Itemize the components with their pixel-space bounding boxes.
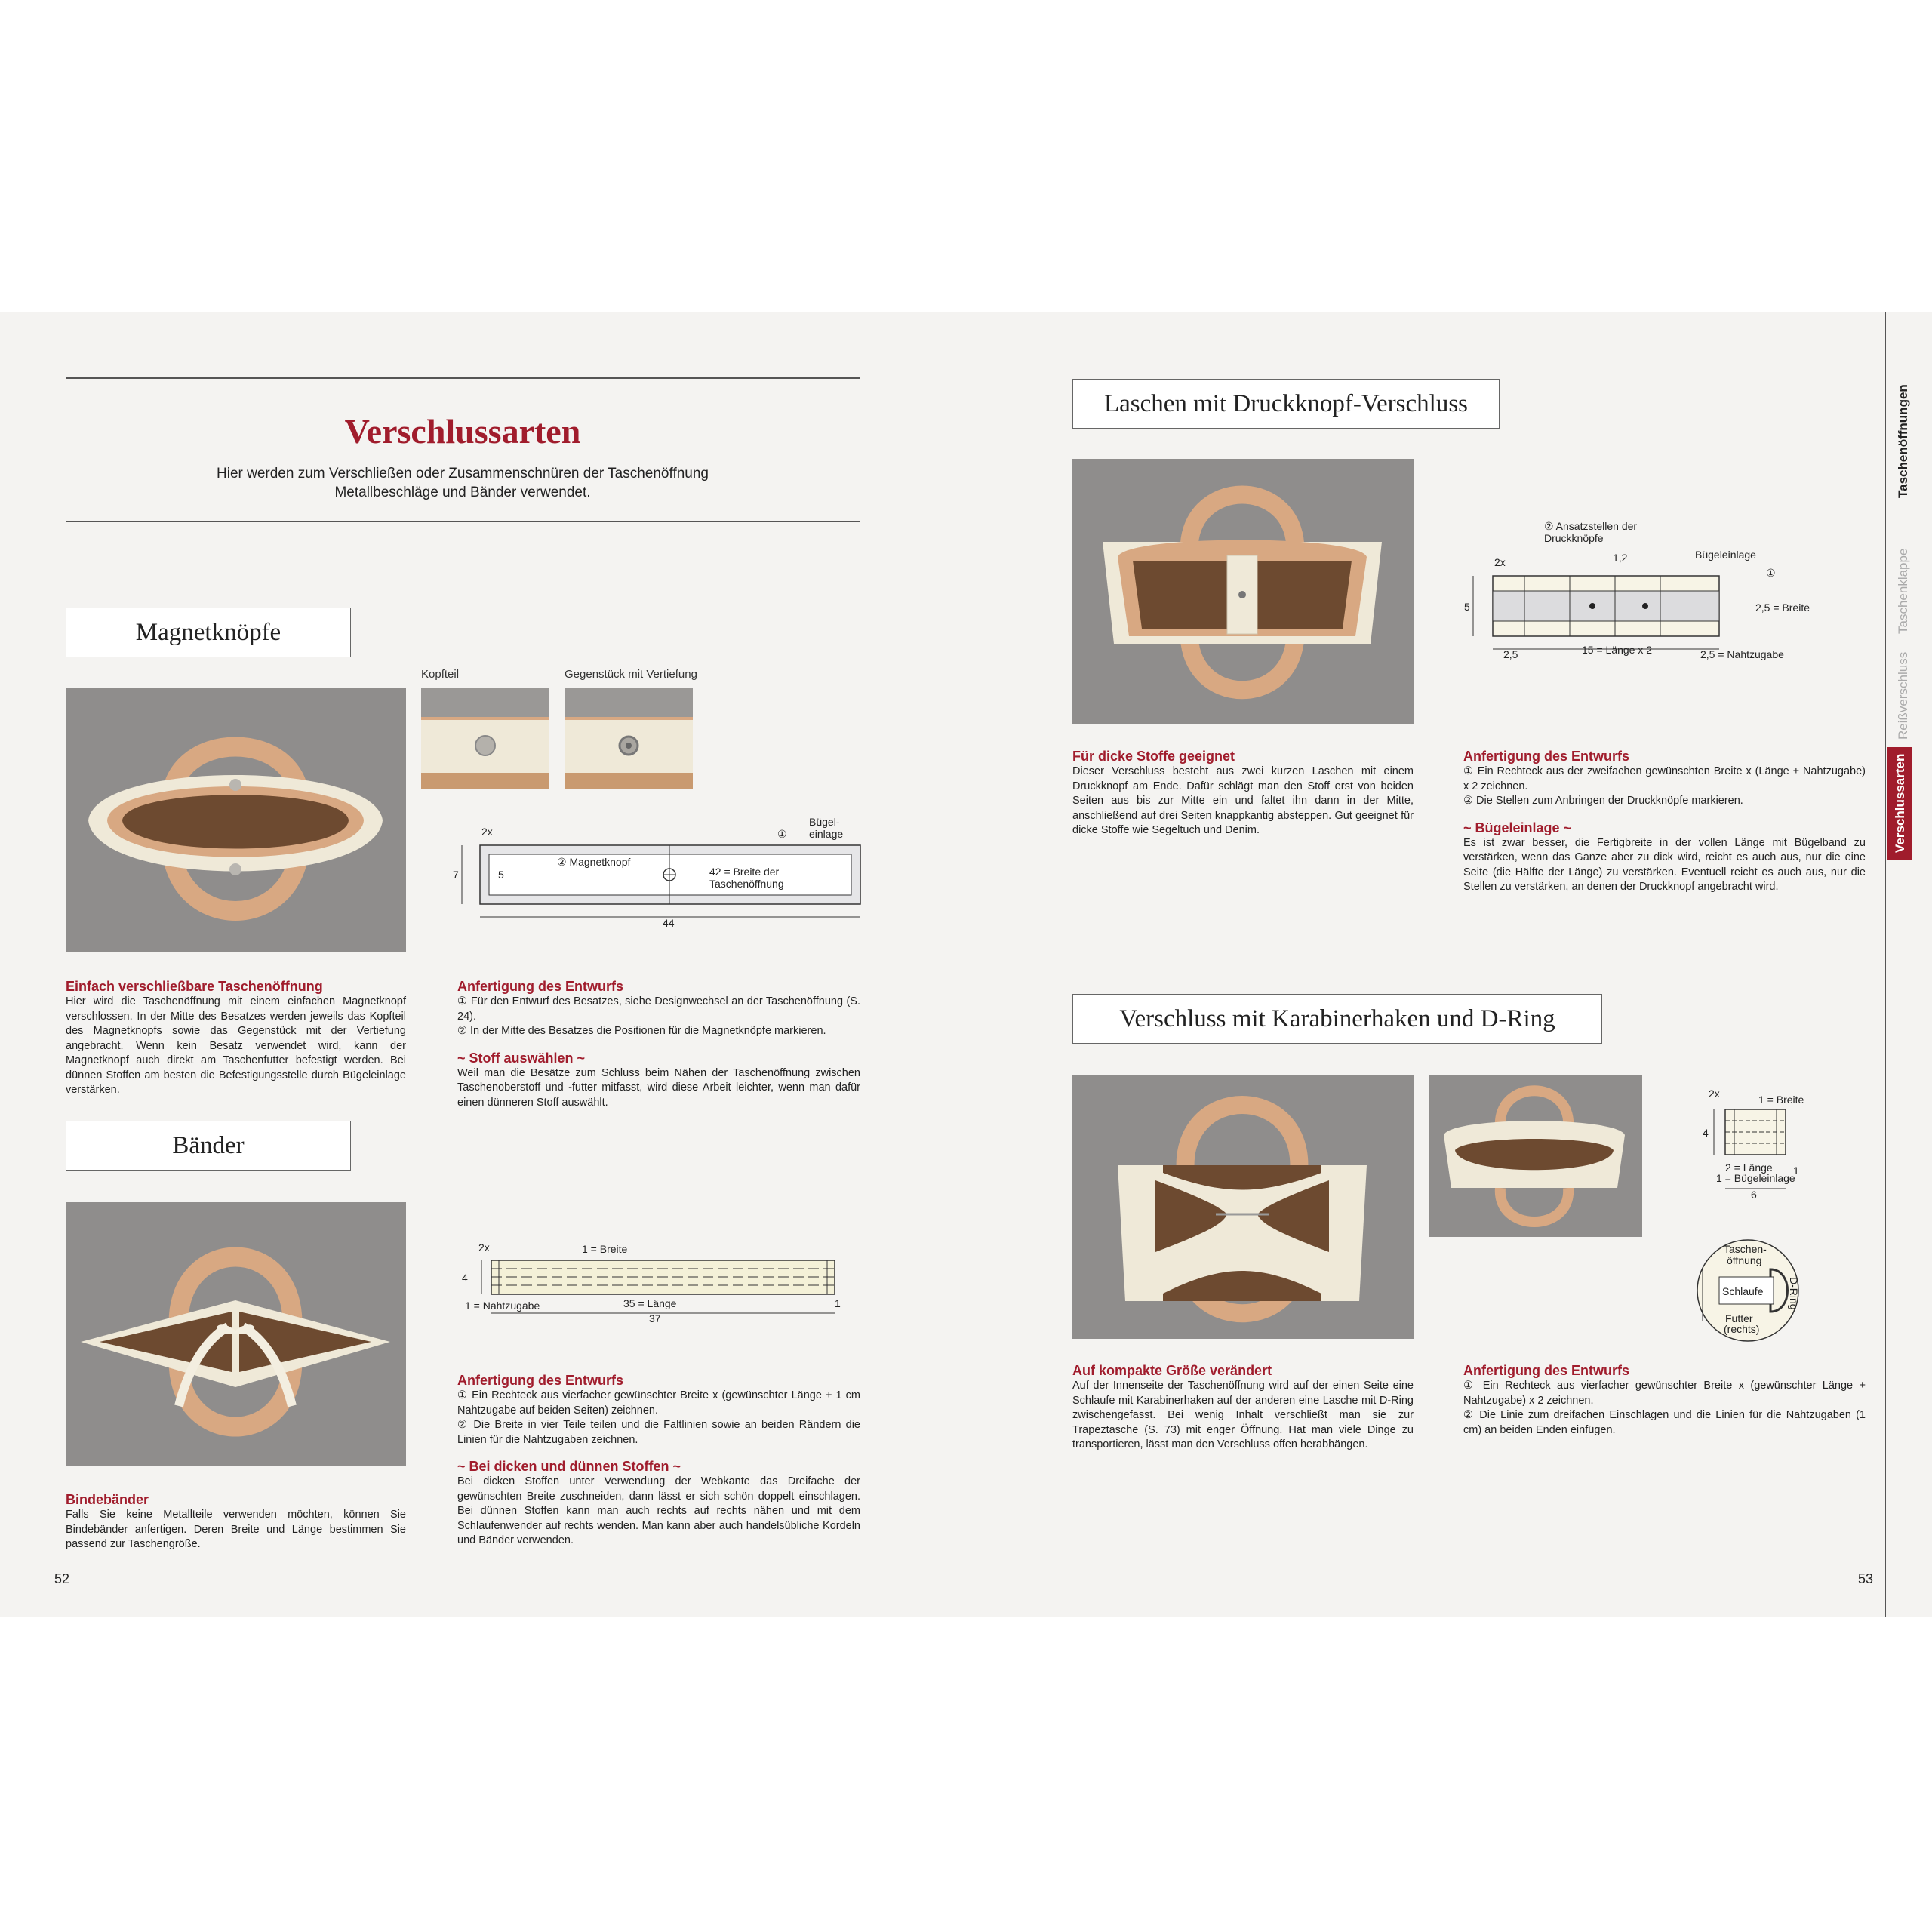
gegenstueck-photo (565, 688, 693, 789)
side-tab-taschenklappe[interactable]: Taschenklappe (1896, 548, 1910, 634)
laschen-ansatz-1: ② Ansatzstellen der (1544, 520, 1638, 532)
karabiner-sub1-title: Auf kompakte Größe verändert (1072, 1363, 1272, 1378)
dring-futter-1: Futter (1725, 1312, 1753, 1324)
caption-kopfteil: Kopfteil (421, 668, 460, 681)
laschen-onetwo: 1,2 (1613, 552, 1628, 564)
baender-count: 2x (478, 1241, 490, 1254)
side-tab-reissverschluss[interactable]: Reißverschluss (1896, 651, 1910, 740)
magnet-bag-photo (66, 688, 406, 952)
laschen-bag-photo (1072, 459, 1414, 724)
magnet-label: ② Magnetknopf (557, 856, 631, 868)
section-heading-karabiner: Verschluss mit Karabinerhaken und D-Ring (1072, 994, 1602, 1044)
baender-pattern-diagram (457, 1238, 850, 1328)
baender-sub1 (66, 1491, 406, 1552)
karabiner-sub2-title: Anfertigung des Entwurfs (1463, 1363, 1629, 1378)
caption-gegenstueck: Gegenstück mit Vertiefung (565, 668, 697, 681)
magnet-sub1-title: Einfach verschließbare Taschenöffnung (66, 979, 323, 994)
breite-label-1: 42 = Breite der (709, 866, 780, 878)
section-heading-baender: Bänder (66, 1121, 351, 1171)
buegel-label-2: einlage (809, 828, 844, 840)
page-intro: Hier werden zum Verschließen oder Zusammenschnüren der Taschenöffnung Metallbeschläge und Bänder verwendet. (217, 466, 709, 500)
section-heading-magnetknoepfe: Magnetknöpfe (66, 608, 351, 657)
laschen-sub1-text: Dieser Verschluss besteht aus zwei kurzen Laschen mit einem Druckknopf am Ende. Dafür schlägt man den Stoff erst von beiden Seiten aus bis zur Mitte ein und faltet ihn dann in der Mitte, anschließend auf drei Seiten knappkantig absteppen. Gut geeignet für dicke Stoffe wie Segeltuch und Denim. (1072, 765, 1414, 836)
laschen-count: 2x (1494, 556, 1506, 568)
baender-sub1-text: Falls Sie keine Metallteile verwenden möchten, können Sie Bindebänder anfertigen. Deren Breite und Länge bestimmen Sie passend zur Taschengröße. (66, 1509, 406, 1550)
karabiner-sub1 (1072, 1362, 1414, 1453)
laschen-left25: 2,5 (1503, 648, 1518, 660)
laschen-laenge: 15 = Länge x 2 (1582, 644, 1653, 656)
laschen-sub1 (1072, 748, 1414, 838)
magnet-sub2-text1: ① Für den Entwurf des Besatzes, siehe Designwechsel an der Taschenöffnung (S. 24). (457, 995, 860, 1023)
buegel-label-1: Bügel- (809, 816, 840, 828)
karabiner-bag-photo-open (1072, 1075, 1414, 1339)
magnet-sub1 (66, 978, 406, 1098)
side-tab-divider (1885, 312, 1886, 1617)
karabiner-w6: 6 (1751, 1189, 1757, 1201)
baender-sub3-title: ~ Bei dicken und dünnen Stoffen ~ (457, 1459, 681, 1474)
karabiner-sub2-text1: ① Ein Rechteck aus vierfacher gewünschter Breite x (gewünschter Länge + Nahtzugabe) x 2 zeichnen. (1463, 1380, 1866, 1407)
inner-label: 5 (498, 869, 504, 881)
side-tab-verschlussarten[interactable]: Verschlussarten (1893, 753, 1907, 853)
header-rule-top (66, 377, 860, 379)
magnet-sub2 (457, 978, 860, 1110)
karabiner-h4: 4 (1703, 1127, 1709, 1139)
baender-sub1-title: Bindebänder (66, 1492, 149, 1507)
magnet-sub3-title: ~ Stoff auswählen ~ (457, 1050, 586, 1066)
header-rule-bottom (66, 521, 860, 522)
baender-sub2 (457, 1372, 860, 1549)
baender-sub2-title: Anfertigung des Entwurfs (457, 1373, 623, 1388)
karabiner-breite: 1 = Breite (1758, 1094, 1804, 1106)
karabiner-buegel: 1 = Bügeleinlage (1716, 1172, 1795, 1184)
dring-futter-2: (rechts) (1724, 1323, 1760, 1335)
laschen-sub2-text1: ① Ein Rechteck aus der zweifachen gewünschten Breite x (Länge + Nahtzugabe) x 2 zeichnen. (1463, 765, 1866, 792)
karabiner-sub2-text2: ② Die Linie zum dreifachen Einschlagen und die Linien für die Nahtzugaben (1 cm) an beiden Enden einfügen. (1463, 1409, 1866, 1436)
baender-bag-photo (66, 1202, 406, 1466)
side-tab-taschenoeffnungen[interactable]: Taschenöffnungen (1896, 384, 1910, 498)
dring-label: D-Ring (1788, 1277, 1800, 1310)
karabiner-one: 1 (1793, 1164, 1799, 1177)
magnet-sub1-text: Hier wird die Taschenöffnung mit einem einfachen Magnetknopf verschlossen. In der Mitte des Besatzes werden jeweils das Kopfteil des Magnetknopfs sowie das Gegenstück mit der Vertiefung angebracht. Wenn kein Besatz verwendet wird, kann der Magnetknopf auch direkt am Taschenfutter befestigt werden. Bei dünnen Stoffen am besten die Befestigungsstelle durch Bügeleinlage verstärken. (66, 995, 406, 1096)
magnet-sub2-text2: ② In der Mitte des Besatzes die Positionen für die Magnetknöpfe markieren. (457, 1025, 826, 1037)
laschen-sub3-text: Es ist zwar besser, die Fertigbreite in der vollen Länge mit Bügelband zu verstärken, wenn das Ganze aber zu dick wird, reicht es auch aus, nur die eine Seite (die Hälfte der Länge) zu verstärken. Eventuell reicht es auch aus, nur die Stellen zu verstärken, an denen der Druckknopf angebracht wird. (1463, 836, 1866, 893)
karabiner-pattern-diagram (1680, 1087, 1846, 1201)
laschen-pattern-diagram (1464, 519, 1887, 670)
dring-tasch-1: Taschen- (1724, 1243, 1767, 1255)
laschen-h5: 5 (1464, 601, 1470, 613)
width-label: 44 (663, 917, 675, 929)
page-number-left: 52 (54, 1571, 70, 1586)
laschen-sub2-title: Anfertigung des Entwurfs (1463, 749, 1629, 764)
laschen-ansatz-2: Druckknöpfe (1544, 532, 1604, 544)
baender-w37: 37 (649, 1312, 661, 1324)
baender-sub3-text: Bei dicken Stoffen unter Verwendung der Webkante das Dreifache der gewünschten Breite zuschneiden, dann lässt er sich schön doppelt einschlagen. Bei dünnen Stoffen kann man auch rechts auf rechts nähen und mit dem Schlaufenwender auf rechts wenden. Man kann aber auch handelsübliche Kordeln und Bänder verwenden. (457, 1475, 860, 1546)
baender-sub2-text1: ① Ein Rechteck aus vierfacher gewünschter Breite x (gewünschter Länge + 1 cm Nahtzugabe auf beiden Seiten) zeichnen. (457, 1389, 860, 1417)
page-title: Verschlussarten (344, 412, 581, 451)
height-label: 7 (453, 869, 459, 881)
kopfteil-photo (421, 688, 549, 789)
baender-naht: 1 = Nahtzugabe (465, 1300, 540, 1312)
laschen-sub1-title: Für dicke Stoffe geeignet (1072, 749, 1235, 764)
karabiner-count: 2x (1709, 1088, 1720, 1100)
laschen-breite: 2,5 = Breite (1755, 601, 1810, 614)
laschen-sub2-text2: ② Die Stellen zum Anbringen der Druckknöpfe markieren. (1463, 795, 1743, 807)
laschen-sub3-title: ~ Bügeleinlage ~ (1463, 820, 1572, 835)
circle-one: ① (777, 828, 787, 840)
laschen-naht: 2,5 = Nahtzugabe (1700, 648, 1784, 660)
baender-h4: 4 (462, 1272, 468, 1284)
karabiner-laenge: 2 = Länge (1725, 1161, 1773, 1174)
karabiner-sub1-text: Auf der Innenseite der Taschenöffnung wird auf der einen Seite eine Schlaufe mit Karabinerhaken auf der anderen eine Lasche mit D-Ring zwischengefasst. Bei wenig Inhalt verschließt man sie zur Trapeztasche (S. 73) mit enger Öffnung. Hat man viele Dinge zu transportieren, lässt man den Verschluss offen herabhängen. (1072, 1380, 1414, 1451)
baender-one: 1 (835, 1297, 841, 1309)
karabiner-sub2 (1463, 1362, 1866, 1438)
baender-breite: 1 = Breite (582, 1243, 628, 1255)
magnet-sub2-title: Anfertigung des Entwurfs (457, 979, 623, 994)
dim-count: 2x (481, 826, 493, 838)
dring-schlaufe: Schlaufe (1722, 1285, 1764, 1297)
dring-tasch-2: öffnung (1727, 1254, 1762, 1266)
magnet-pattern-diagram (453, 815, 875, 936)
laschen-circle-one: ① (1766, 567, 1776, 579)
breite-label-2: Taschenöffnung (709, 878, 784, 890)
laschen-sub2 (1463, 748, 1866, 895)
karabiner-bag-photo-closed (1429, 1075, 1642, 1237)
dring-detail-diagram (1687, 1238, 1808, 1343)
page-number-right: 53 (1858, 1571, 1874, 1586)
magnet-sub3-text: Weil man die Besätze zum Schluss beim Nähen der Taschenöffnung zwischen Taschenoberstoff und -futter mitfasst, wird diese Arbeit leichter, wenn man dafür einen dünneren Stoff auswählt. (457, 1066, 860, 1109)
baender-laenge: 35 = Länge (623, 1297, 677, 1309)
baender-sub2-text2: ② Die Breite in vier Teile teilen und die Faltlinien sowie an beiden Rändern die Linien für die Nahtzugaben zeichnen. (457, 1419, 860, 1446)
section-heading-laschen: Laschen mit Druckknopf-Verschluss (1072, 379, 1500, 429)
laschen-buegel: Bügeleinlage (1695, 549, 1756, 561)
